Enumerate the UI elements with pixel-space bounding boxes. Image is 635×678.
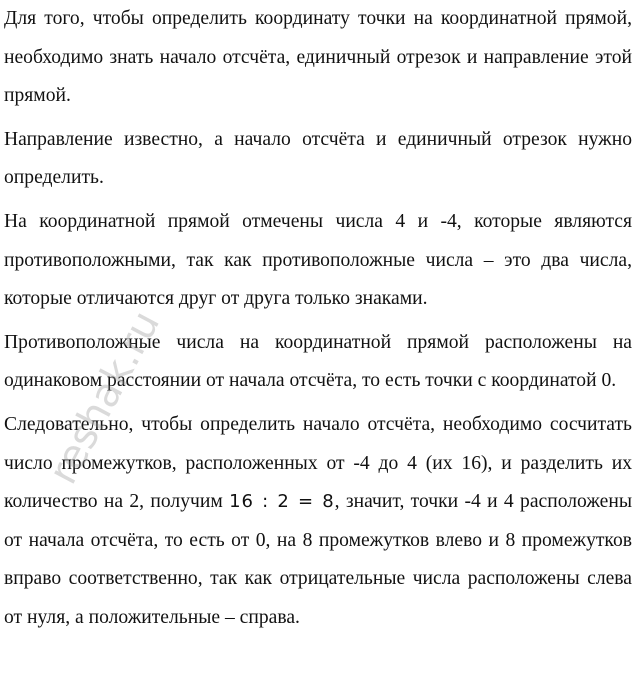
watermark-logo: reshak.ru	[40, 303, 170, 492]
paragraph-3: На координатной прямой отмечены числа 4 и -4, которые являются противоположными, так как противоположные числа – это два числа, которые отличаются друг от друга только знаками.	[4, 210, 632, 310]
paragraph-1: Для того, чтобы определить координату точки на координатной прямой, необходимо знать начало отсчёта, единичный отрезок и направление этой прямой.	[4, 8, 632, 107]
paragraph-4: Противоположные числа на координатной прямой расположены на одинаковом расстоянии от начала отсчёта, то есть точки с координатой 0.	[4, 331, 632, 392]
paragraph-2: Направление известно, а начало отсчёта и единичный отрезок нужно определить.	[4, 128, 632, 189]
paragraph-5	[4, 406, 632, 638]
paragraph-5-text-after: , значит, точки -4 и 4 расположены от начала отсчёта, то есть от 0, на 8 промежутков влево и 8 промежутков вправо соответственно, так как отрицательные числа расположены слева от нуля, а положительные – справа.	[4, 491, 632, 628]
paragraph-5-text-before: Следовательно, чтобы определить начало отсчёта, необходимо сосчитать число промежутков, расположенных от -4 до 4 (их 16), и разделить их количество на 2, получим	[4, 413, 632, 513]
document-body	[4, 0, 632, 638]
math-expression: 16 : 2 = 8	[229, 491, 335, 513]
